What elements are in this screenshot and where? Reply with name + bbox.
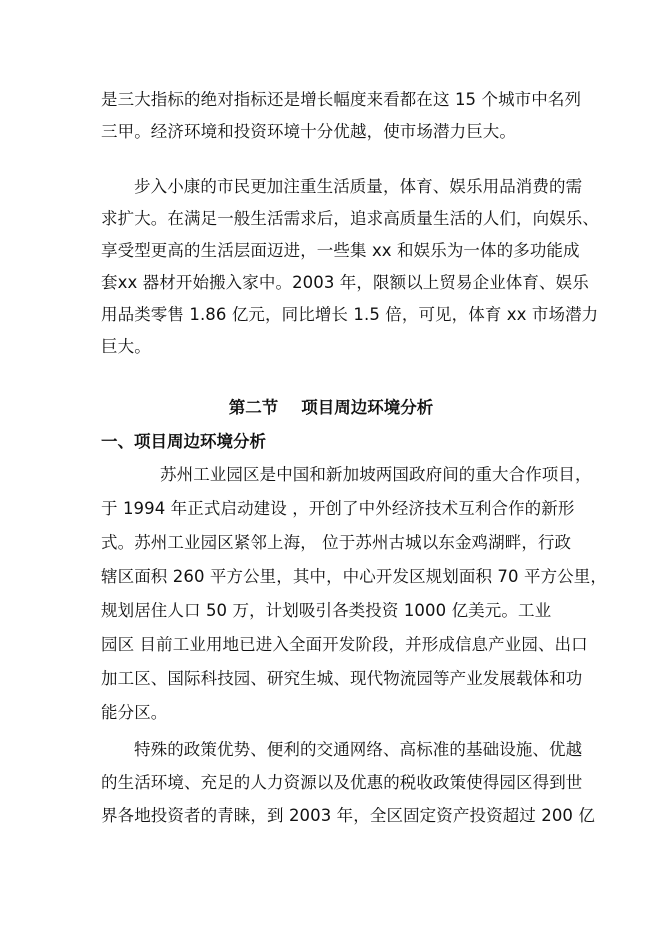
- paragraph-2-line-2: 求扩大。在满足一般生活需求后，追求高质量生活的人们，向娱乐、: [101, 209, 599, 228]
- subsection-heading: 一、项目周边环境分析: [101, 432, 266, 451]
- section-heading: 第二节 项目周边环境分析: [228, 398, 434, 417]
- paragraph-2-line-1: 步入小康的市民更加注重生活质量，体育、娱乐用品消费的需: [134, 177, 583, 196]
- paragraph-3-line-8: 能分区。: [101, 703, 168, 722]
- paragraph-2-line-4: 套xx 器材开始搬入家中。2003 年，限额以上贸易企业体育、娱乐: [101, 273, 589, 292]
- paragraph-3-line-5: 规划居住人口 50 万，计划吸引各类投资 1000 亿美元。工业: [101, 601, 552, 620]
- paragraph-3-line-6: 园区 目前工业用地已进入全面开发阶段，并形成信息产业园、出口: [101, 635, 588, 654]
- paragraph-2-line-5: 用品类零售 1.86 亿元，同比增长 1.5 倍，可见，体育 xx 市场潜力: [101, 305, 599, 324]
- paragraph-3-line-7: 加工区、国际科技园、研究生城、现代物流园等产业发展载体和功: [101, 669, 583, 688]
- paragraph-3-line-1: 苏州工业园区是中国和新加坡两国政府间的重大合作项目，: [160, 465, 592, 484]
- paragraph-3-line-4: 辖区面积 260 平方公里，其中，中心开发区规划面积 70 平方公里，: [101, 567, 607, 586]
- paragraph-2-line-6: 巨大。: [101, 337, 151, 356]
- paragraph-2-line-3: 享受型更高的生活层面迈进，一些集 xx 和娱乐为一体的多功能成: [101, 241, 580, 260]
- paragraph-4-line-1: 特殊的政策优势、便利的交通网络、高标准的基础设施、优越: [134, 740, 583, 759]
- paragraph-1-line-2: 三甲。经济环境和投资环境十分优越，使市场潜力巨大。: [101, 122, 516, 141]
- paragraph-4-line-3: 界各地投资者的青睐，到 2003 年，全区固定资产投资超过 200 亿: [101, 806, 595, 825]
- paragraph-3-line-2: 于 1994 年正式启动建设 ，开创了中外经济技术互利合作的新形: [101, 499, 575, 518]
- paragraph-3-line-3: 式。苏州工业园区紧邻上海， 位于苏州古城以东金鸡湖畔，行政: [101, 533, 572, 552]
- paragraph-1-line-1: 是三大指标的绝对指标还是增长幅度来看都在这 15 个城市中名列: [101, 90, 582, 109]
- paragraph-4-line-2: 的生活环境、充足的人力资源以及优惠的税收政策使得园区得到世: [101, 773, 583, 792]
